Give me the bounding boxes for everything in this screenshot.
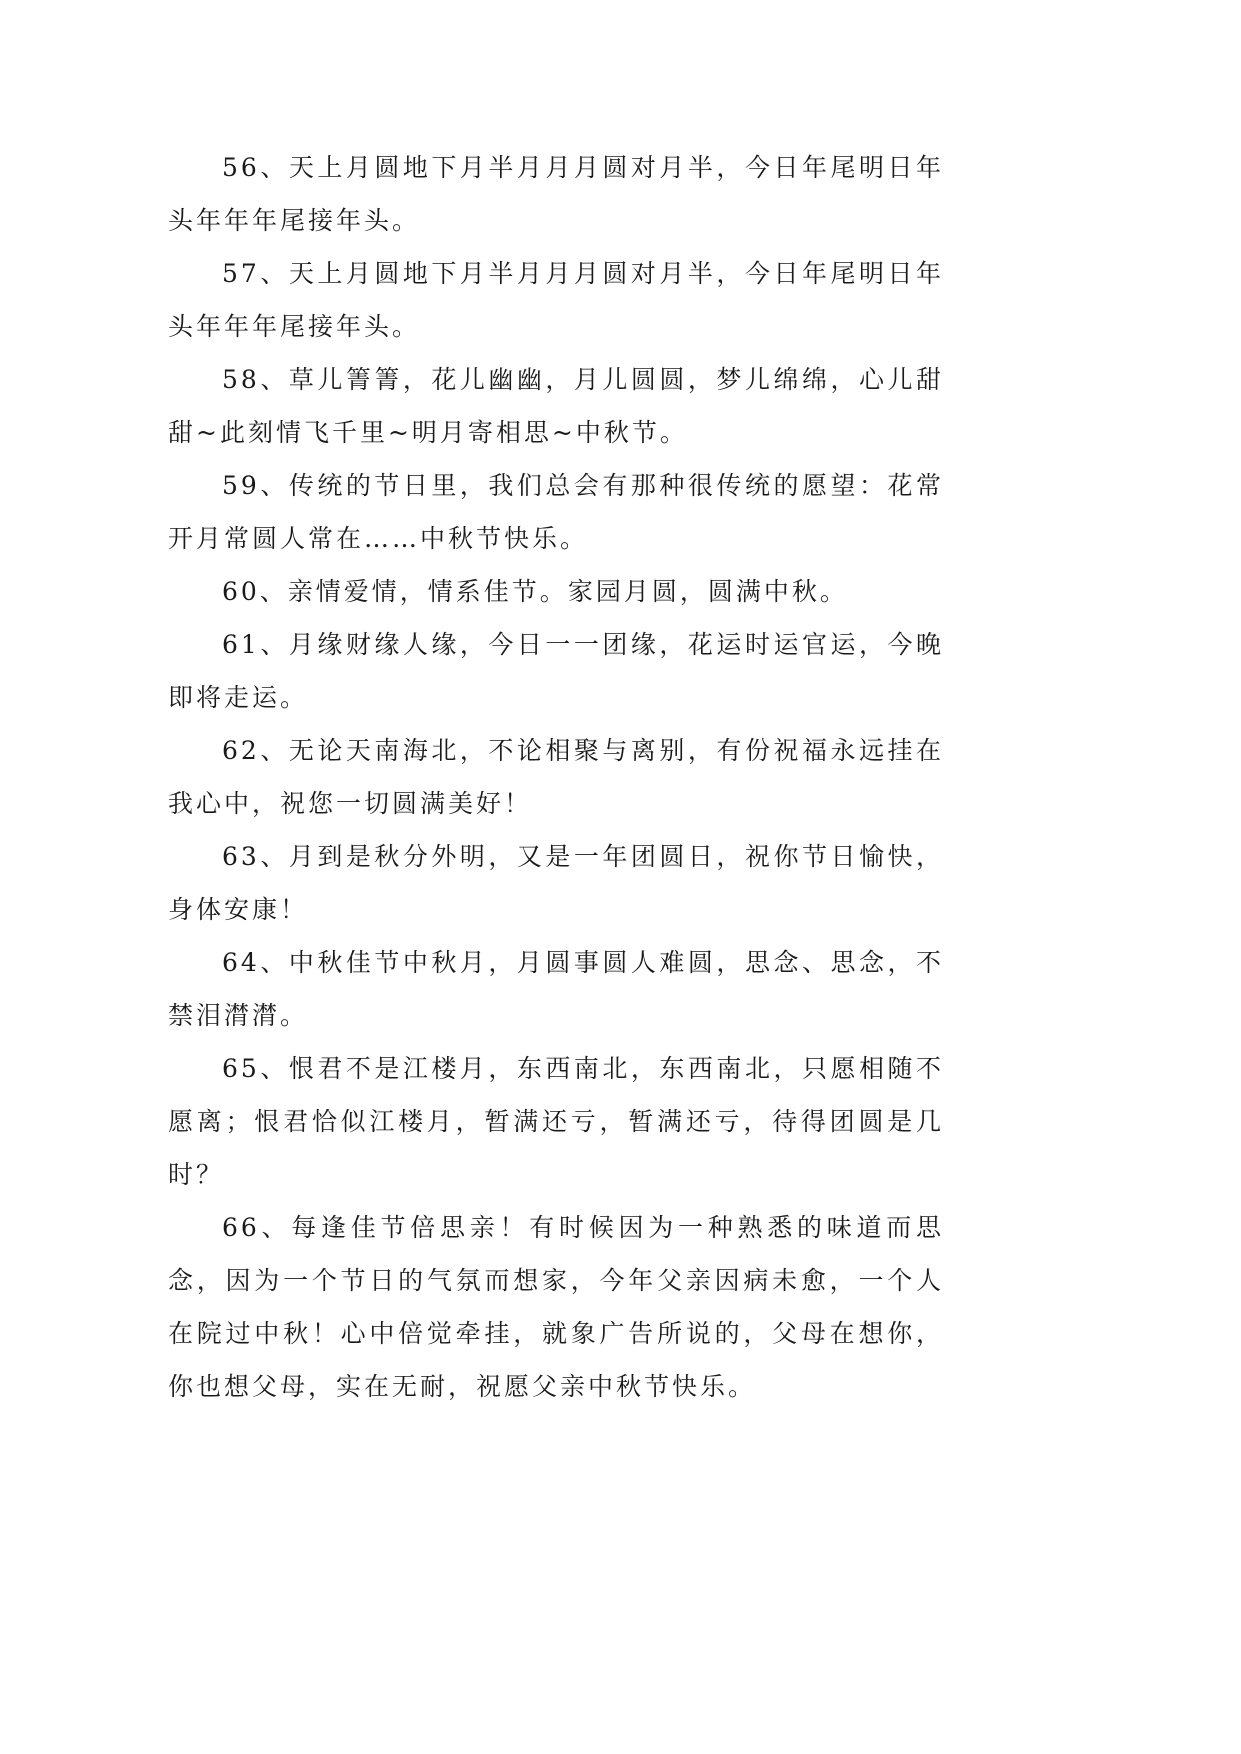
paragraph-65: 65、恨君不是江楼月，东西南北，东西南北，只愿相随不愿离；恨君恰似江楼月，暂满还亏，暂满还亏，待得团圆是几时？ [168, 1054, 944, 1189]
paragraph-57: 57、天上月圆地下月半月月月圆对月半，今日年尾明日年头年年年尾接年头。 [168, 259, 944, 341]
paragraph-66: 66、每逢佳节倍思亲！有时候因为一种熟悉的味道而思念，因为一个节日的气氛而想家，今年父亲因病未愈，一个人在院过中秋！心中倍觉牵挂，就象广告所说的，父母在想你，你也想父母，实在无耐，祝愿父亲中秋节快乐。 [168, 1213, 944, 1401]
paragraph-64: 64、中秋佳节中秋月，月圆事圆人难圆，思念、思念，不禁泪潸潸。 [168, 948, 944, 1030]
paragraph-61: 61、月缘财缘人缘，今日一一团缘，花运时运官运，今晚即将走运。 [168, 630, 944, 712]
paragraph-56: 56、天上月圆地下月半月月月圆对月半，今日年尾明日年头年年年尾接年头。 [168, 153, 944, 235]
paragraph-60: 60、亲情爱情，情系佳节。家园月圆，圆满中秋。 [222, 577, 848, 606]
paragraph-62: 62、无论天南海北，不论相聚与离别，有份祝福永远挂在我心中，祝您一切圆满美好！ [168, 736, 944, 818]
document-body [168, 141, 944, 1413]
paragraph-59: 59、传统的节日里，我们总会有那种很传统的愿望：花常开月常圆人常在……中秋节快乐。 [168, 471, 944, 553]
paragraph-58: 58、草儿箐箐，花儿幽幽，月儿圆圆，梦儿绵绵，心儿甜甜~此刻情飞千里~明月寄相思~中秋节。 [168, 365, 944, 447]
paragraph-63: 63、月到是秋分外明，又是一年团圆日，祝你节日愉快，身体安康！ [168, 842, 944, 924]
